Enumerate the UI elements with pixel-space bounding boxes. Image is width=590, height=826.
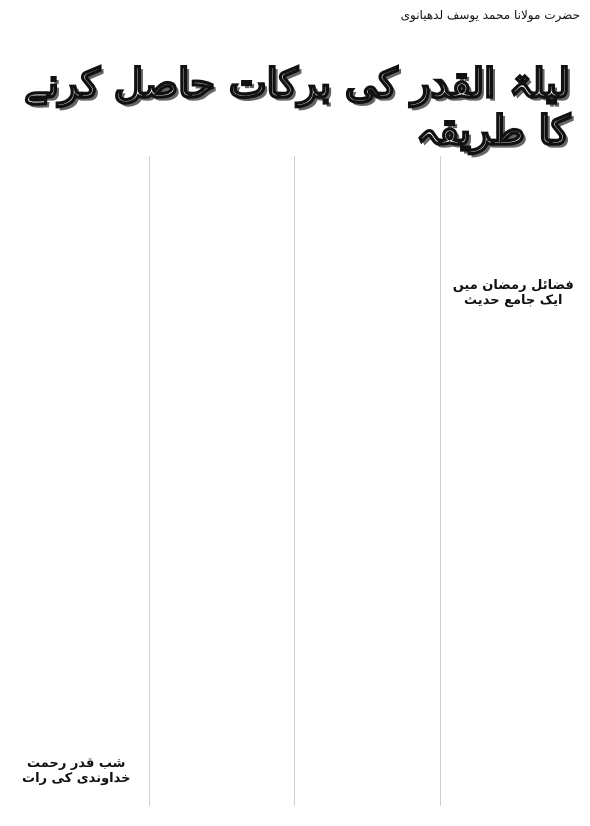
paragraph [10, 156, 143, 746]
paragraph [10, 794, 143, 826]
paragraph [156, 156, 289, 796]
column-4 [4, 156, 150, 806]
article-columns [4, 156, 586, 806]
headline-title: لیلۃ القدر کی برکات حاصل کرنے کا طریقہ [24, 60, 570, 154]
column-2 [295, 156, 441, 806]
paragraph [447, 156, 581, 268]
paragraph [447, 316, 581, 694]
section-heading: شب قدر رحمت خداوندی کی رات [22, 756, 131, 786]
paragraph [301, 156, 434, 796]
column-1 [441, 156, 587, 806]
section-heading: فضائل رمضان میں ایک جامع حدیث [452, 278, 574, 308]
paragraph [447, 694, 581, 816]
column-3 [150, 156, 296, 806]
headline-banner [24, 60, 570, 154]
author-byline: حضرت مولانا محمد یوسف لدھیانوی [400, 8, 580, 22]
